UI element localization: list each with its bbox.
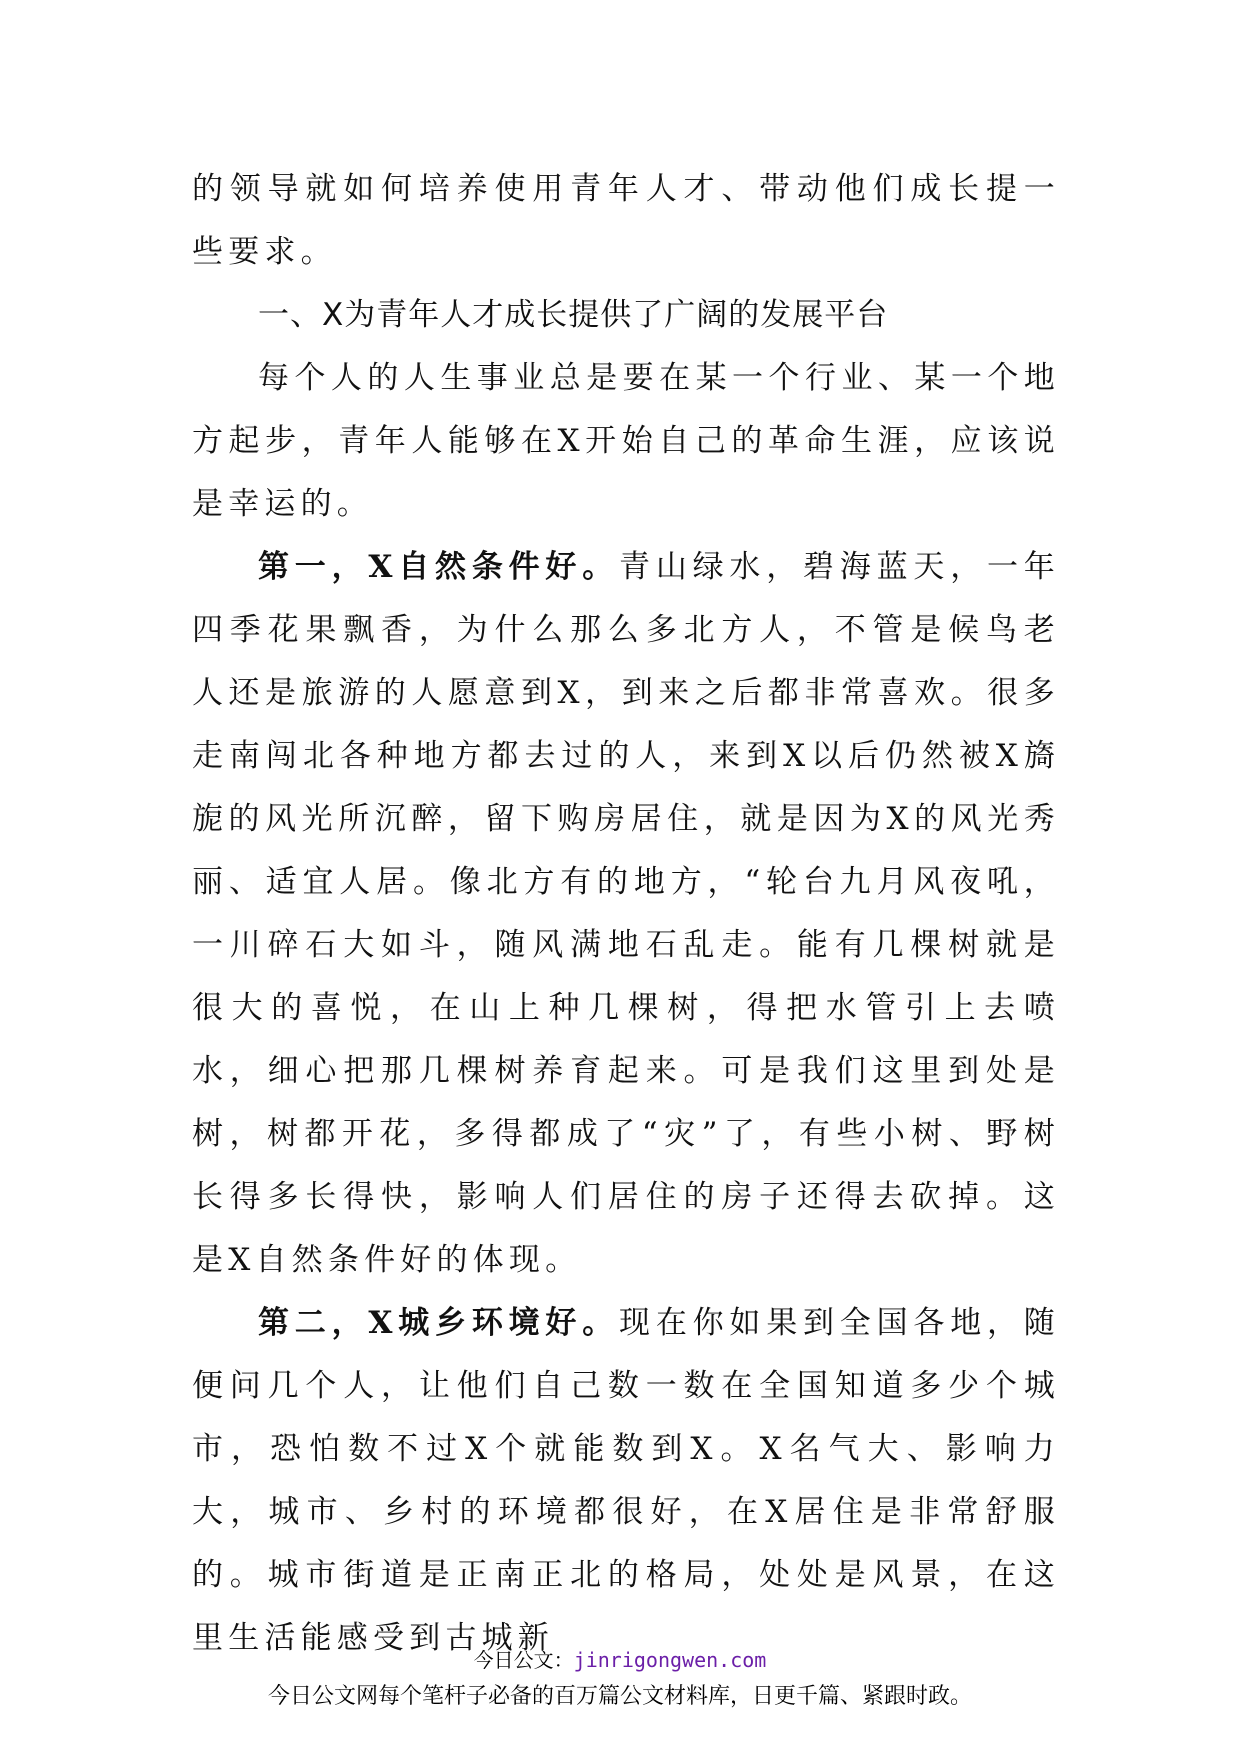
point-two-body: 现在你如果到全国各地，随便问几个人，让他们自己数一数在全国知道多少个城市，恐怕数不过X个就能数到X。X名气大、影响力大，城市、乡村的环境都很好，在X居住是非常舒服的。城市街道是正南正北的格局，处处是风景，在这里生活能感受到古城新 xyxy=(192,1305,1060,1656)
continuation-paragraph: 的领导就如何培养使用青年人才、带动他们成长提一些要求。 xyxy=(192,171,1060,270)
point-one-paragraph xyxy=(192,536,1060,1292)
point-one-body: 青山绿水，碧海蓝天，一年四季花果飘香，为什么那么多北方人，不管是候鸟老人还是旅游的人愿意到X，到来之后都非常喜欢。很多走南闯北各种地方都去过的人，来到X以后仍然被X旖旎的风光所沉醉，留下购房居住，就是因为X的风光秀丽、适宜人居。像北方有的地方，“轮台九月风夜吼，一川碎石大如斗，随风满地石乱走。能有几棵树就是很大的喜悦，在山上种几棵树，得把水管引上去喷水，细心把那几棵树养育起来。可是我们这里到处是树，树都开花，多得都成了“灾”了，有些小树、野树长得多长得快，影响人们居住的房子还得去砍掉。这是X自然条件好的体现。 xyxy=(192,549,1060,1278)
point-two-paragraph xyxy=(192,1292,1060,1670)
section-heading: 一、X为青年人才成长提供了广阔的发展平台 xyxy=(258,297,889,333)
point-one-lead: 第一，X自然条件好。 xyxy=(258,549,620,585)
point-two-lead: 第二，X城乡环境好。 xyxy=(258,1305,620,1341)
intro-paragraph: 每个人的人生事业总是要在某一个行业、某一个地方起步，青年人能够在X开始自己的革命生涯，应该说是幸运的。 xyxy=(192,360,1060,522)
footer-site-label: 今日公文： xyxy=(473,1648,574,1672)
document-body xyxy=(192,158,1060,1670)
footer-site-url[interactable]: jinrigongwen.com xyxy=(573,1648,767,1672)
footer-site-line xyxy=(0,1646,1240,1674)
footer-slogan: 今日公文网每个笔杆子必备的百万篇公文材料库，日更千篇、紧跟时政。 xyxy=(267,1684,972,1709)
